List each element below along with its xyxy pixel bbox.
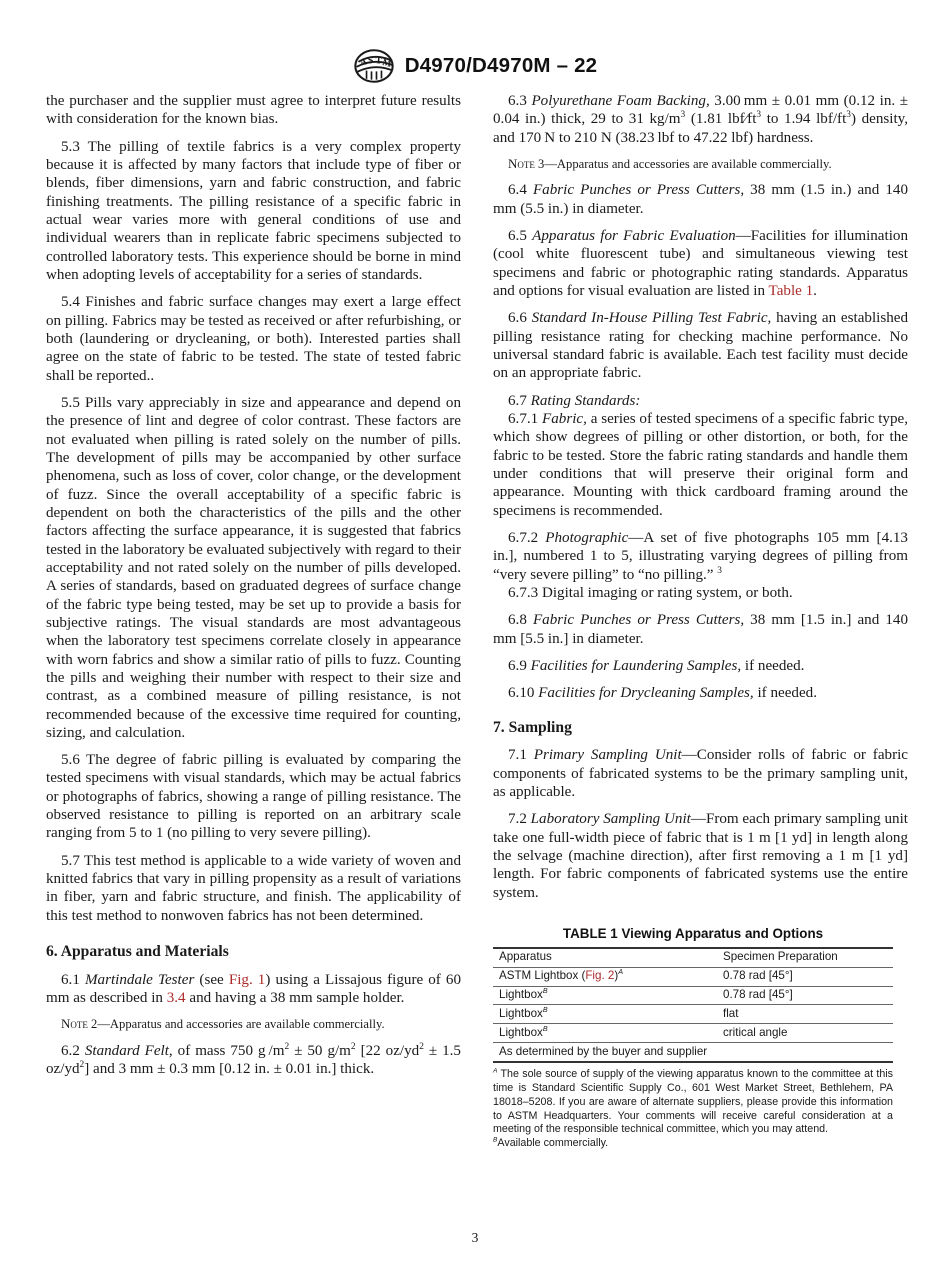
- page-title: D4970/D4970M – 22: [404, 54, 598, 77]
- link-fig-2[interactable]: Fig. 2: [585, 969, 615, 983]
- note-3: [493, 156, 908, 172]
- paragraph-7-1: [493, 746, 908, 801]
- heading-section-6: 6. Apparatus and Materials: [46, 943, 229, 961]
- paragraph-5-4: 5.4 Finishes and fabric surface changes may exert a large effect on pilling. Fabrics may be tested as received or after refurbishing, or both (laundering or drycleaning, or both). Interested parties shall agree on the state of fabric to be tested. The state of tested fabric shall be reported..: [46, 294, 461, 384]
- paragraph-6-7: [493, 392, 908, 410]
- column-header-apparatus: Apparatus: [493, 948, 717, 967]
- clause-number-6-9: 6.9: [508, 657, 527, 674]
- cell-apparatus: [493, 1024, 717, 1043]
- paragraph-6-7-1: [493, 410, 908, 520]
- cell-text-pre: Lightbox: [499, 988, 543, 1002]
- paragraph-6-1: [46, 971, 461, 1008]
- term-polyurethane-foam-backing: Polyurethane Foam Backing,: [531, 93, 710, 109]
- footnote-marker-b: B: [542, 1005, 548, 1014]
- right-column: [493, 92, 908, 1151]
- table-row: [493, 967, 893, 986]
- clause-number-6-5: 6.5: [508, 228, 527, 244]
- paragraph-5-7: 5.7 This test method is applicable to a wide variety of woven and knitted fabrics that vary in pilling propensity as a result of variations in fiber, yarn and fabric structure, and finish. The applicability of this test method to nonwoven fabrics has not been determined.: [46, 852, 461, 924]
- cell-text-post: ): [614, 969, 619, 983]
- cell-apparatus: [493, 1005, 717, 1024]
- note-2: [46, 1016, 461, 1032]
- cell-apparatus: [493, 986, 717, 1005]
- cell-determined-by-buyer: As determined by the buyer and supplier: [493, 1043, 893, 1062]
- astm-logo-icon: [353, 49, 395, 83]
- paragraph-6-7-3: 6.7.3 Digital imaging or rating system, or both.: [508, 584, 793, 601]
- clause-number-7-2: 7.2: [508, 811, 527, 828]
- link-fig-1[interactable]: Fig. 1: [228, 971, 266, 988]
- heading-section-7: 7. Sampling: [493, 718, 572, 736]
- clause-number-6-7-1: 6.7.1: [508, 410, 539, 427]
- paragraph-5-6: 5.6 The degree of fabric pilling is evaluated by comparing the tested specimens with visual standards, which may be actual fabrics or photographs of fabrics, showing a range of pilling resistance. The observed resistance to pilling is reported on an arbitrary scale ranging from 5 to 1 (no pilling to very severe pilling).: [46, 752, 461, 842]
- term-standard-in-house-pilling-test-fabric: Standard In-House Pilling Test Fabric,: [531, 310, 772, 327]
- paragraph-6-2: 6.2 Standard Felt, of mass 750 g $/m^2 \pm 50$ $g/m^2$ [22 $oz/yd^2 \pm 1.5$ $oz/yd^2$] and 3 mm ± 0.3 mm [0.12 in. ± 0.01 in.] thick.: [46, 1041, 461, 1078]
- cell-text-pre: ASTM Lightbox (: [499, 969, 586, 983]
- text-6-6: having an established pilling resistance rating for checking machine performance. No universal standard fabric is available. Each test facility must decide on an appropriate fabric.: [493, 310, 908, 382]
- cell-preparation: flat: [717, 1005, 893, 1024]
- footnote-b-marker: B: [493, 1136, 498, 1144]
- paragraph-6-7-2: [493, 529, 908, 584]
- clause-number-6-6: 6.6: [508, 310, 527, 327]
- text-7-1: —Consider rolls of fabric or fabric components of fabricated systems to be the primary sampling unit, as applicable.: [493, 747, 908, 800]
- paragraph-6-5: [493, 227, 908, 300]
- svg-text:A: A: [358, 57, 368, 69]
- two-column-body: [0, 92, 950, 1151]
- table-1-container: [493, 926, 893, 1151]
- clause-number-6-8: 6.8: [508, 612, 527, 629]
- clause-number-6-4: 6.4: [508, 182, 527, 199]
- note-number-2: 2: [91, 1017, 98, 1032]
- text-6-4: 38 mm (1.5 in.) and 140 mm (5.5 in.) in diameter.: [493, 182, 908, 217]
- cell-apparatus: [493, 967, 717, 986]
- footnote-marker-3: 3: [717, 565, 722, 576]
- page-header: [0, 0, 950, 88]
- table-row: [493, 1024, 893, 1043]
- paragraph-5-3: 5.3 The pilling of textile fabrics is a very complex property because it is affected by many factors that include type of fiber or blends, fiber dimensions, yarn and fabric construction, and fabric finishing treatments. The pilling resistance of a specific fabric in actual wear varies more with general conditions of use and individual wearers than in replicate fabric specimens subjected to controlled laboratory tests. This experience should be borne in mind when adopting levels of acceptability for a series of standards.: [46, 138, 461, 283]
- paragraph-5-5: 5.5 Pills vary appreciably in size and appearance and depend on the presence of lint and degree of color contrast. These factors are not evaluated when pilling is rated solely on the number of pills. The development of pills may be accompanied by other surface phenomena, such as loss of cover, color change, or the development of fuzz. Since the overall acceptability of a specific fabric is dependent on both the characteristics of the pills and the other factors affecting the surface appearance, it is suggested that fabrics tested in the laboratory be evaluated subjectively with regard to their acceptability and not rated solely on the number of pills developed. A series of standards, based on graduated degrees of surface change of the fabric type being tested, may be set up to provide a basis for subjective ratings. The visual standards are most advantageous when the laboratory test specimens correlate closely in appearance with worn fabrics and show a similar ratio of pills to fuzz. Counting the pills and weighing their number with respect to their size and contrast, as a combined measure of pilling resistance, is not recommended because of the excessive time required for counting, sizing, and calculation.: [46, 394, 461, 741]
- text-6-9: if needed.: [744, 657, 805, 674]
- footnote-marker-b: B: [542, 1023, 548, 1033]
- term-standard-felt: Standard Felt,: [84, 1042, 173, 1059]
- svg-text:M: M: [380, 57, 392, 70]
- note-label-2: Note: [61, 1016, 88, 1032]
- cell-preparation: 0.78 rad [45°]: [717, 967, 893, 986]
- clause-number-6-1: 6.1: [61, 971, 80, 988]
- cell-text-pre: Lightbox: [499, 1006, 543, 1020]
- footnote-b-text: Available commercially.: [497, 1137, 609, 1150]
- paragraph-6-8: [493, 611, 908, 648]
- footnote-a: [493, 1068, 893, 1138]
- text-6-1-c: and having a 38 mm sample holder.: [185, 990, 405, 1007]
- left-column: [46, 92, 461, 1151]
- table-row: [493, 1005, 893, 1024]
- note-number-3: 3: [538, 156, 545, 171]
- text-6-1-a: (see: [199, 971, 229, 988]
- cell-text-pre: Lightbox: [499, 1025, 543, 1039]
- clause-number-6-2: 6.2: [61, 1042, 80, 1059]
- link-table-1[interactable]: Table 1: [768, 282, 814, 299]
- table-row: [493, 986, 893, 1005]
- paragraph-6-9: [493, 657, 908, 675]
- clause-number-6-7: 6.7: [508, 392, 527, 409]
- clause-number-6-3: 6.3: [508, 93, 527, 109]
- term-fabric-punches-6-8: Fabric Punches or Press Cutters,: [532, 612, 745, 629]
- svg-text:T: T: [374, 56, 382, 67]
- text-6-1-b: ) using a Lissajous figure of 60 mm as described in: [46, 971, 462, 1007]
- clause-number-7-1: 7.1: [508, 747, 527, 764]
- paragraph-continued: the purchaser and the supplier must agree to interpret future results with consideration for the known bias.: [46, 93, 461, 128]
- footnote-a-text: The sole source of supply of the viewing apparatus known to the committee at this time is Standard Scientific Supply Co., 601 West Market Street, Bethlehem, PA 18018–5208. If you are aware of alternate suppliers, please provide this information to ASTM Headquarters. Your comments will receive careful consideration at a meeting of the responsible technical committee, which you may attend.: [493, 1067, 893, 1136]
- term-facilities-drycleaning: Facilities for Drycleaning Samples,: [538, 685, 754, 702]
- footnote-a-marker: A: [493, 1067, 498, 1075]
- table-row-last: [493, 1043, 893, 1062]
- footnote-b: [493, 1137, 893, 1151]
- cell-preparation: critical angle: [717, 1024, 893, 1043]
- term-photographic: Photographic: [545, 529, 629, 546]
- column-header-specimen-preparation: Specimen Preparation: [717, 948, 893, 967]
- footnote-marker-b: B: [542, 986, 548, 996]
- term-martindale-tester: Martindale Tester: [84, 971, 195, 988]
- note-text-2: —Apparatus and accessories are available commercially.: [97, 1017, 385, 1032]
- table-1: [493, 947, 893, 1063]
- term-rating-standards: Rating Standards:: [530, 392, 641, 409]
- paragraph-6-3: 6.3 Polyurethane Foam Backing, 3.00 mm ± 0.01 mm (0.12 in. ± 0.04 in.) thick, 29 to 31 $kg/m^3$ (1.81 $lbf⁄ft^3$ to 1.94 lbf/$ft^3$) density, and 170 N to 210 N (38.23 lbf to 47.22 lbf) hardness.: [493, 93, 908, 146]
- text-6-7-1: a series of tested specimens of a specific fabric type, which show degrees of pilling or other distortion, or both, for the fabric to be tested. Store the fabric rating standards and handle them under conditions that will preserve their original form and appearance. Mounting with thick cardboard framing around the specimens is recommended.: [493, 410, 908, 519]
- clause-number-6-10: 6.10: [508, 685, 535, 702]
- cell-preparation: 0.78 rad [45°]: [717, 986, 893, 1005]
- clause-number-6-7-2: 6.7.2: [508, 529, 539, 546]
- paragraph-7-2: [493, 810, 908, 902]
- term-apparatus-for-fabric-evaluation: Apparatus for Fabric Evaluation: [532, 228, 736, 244]
- paragraph-6-4: [493, 181, 908, 218]
- text-6-5-a: —Facilities for illumination (cool white fluorescent tube) and simultaneous viewing test specimens and fabric or photographic rating standards. Apparatus and options for visual evaluation are listed in: [493, 228, 908, 299]
- note-text-3: —Apparatus and accessories are available commercially.: [544, 156, 832, 171]
- term-laboratory-sampling-unit: Laboratory Sampling Unit: [530, 811, 691, 828]
- note-label-3: Note: [508, 155, 535, 171]
- page-number: 3: [471, 1230, 479, 1245]
- paragraph-6-6: [493, 309, 908, 382]
- text-7-2: —From each primary sampling unit take one full-width piece of fabric that is 1 m [1 yd] in length along the selvage (machine direction), after first removing a 1 m [1 yd] length. For fabric components of fabricated systems use the entire system.: [493, 811, 908, 901]
- term-facilities-laundering: Facilities for Laundering Samples,: [530, 657, 742, 674]
- text-6-5-b: .: [813, 282, 817, 299]
- table-1-body: [493, 967, 893, 1062]
- table-1-title: TABLE 1 Viewing Apparatus and Options: [562, 925, 824, 941]
- text-6-7-2: —A set of five photographs 105 mm [4.13 in.], numbered 1 to 5, illustrating varying degrees of pilling from “very severe pilling” to “no pilling.”: [493, 529, 908, 583]
- table-header-row: [493, 948, 893, 967]
- svg-text:S: S: [367, 55, 374, 67]
- footnote-marker-a: A: [618, 967, 624, 977]
- text-6-8: 38 mm [1.5 in.] and 140 mm [5.5 in.] in diameter.: [493, 612, 908, 647]
- paragraph-6-10: [493, 684, 908, 702]
- table-1-header: [493, 948, 893, 967]
- term-fabric: Fabric,: [542, 410, 587, 427]
- text-6-10: if needed.: [757, 685, 817, 702]
- term-fabric-punches-6-4: Fabric Punches or Press Cutters,: [532, 182, 745, 199]
- link-clause-3-4[interactable]: 3.4: [166, 990, 186, 1007]
- table-1-footnotes: [493, 1068, 893, 1151]
- term-primary-sampling-unit: Primary Sampling Unit: [533, 747, 682, 764]
